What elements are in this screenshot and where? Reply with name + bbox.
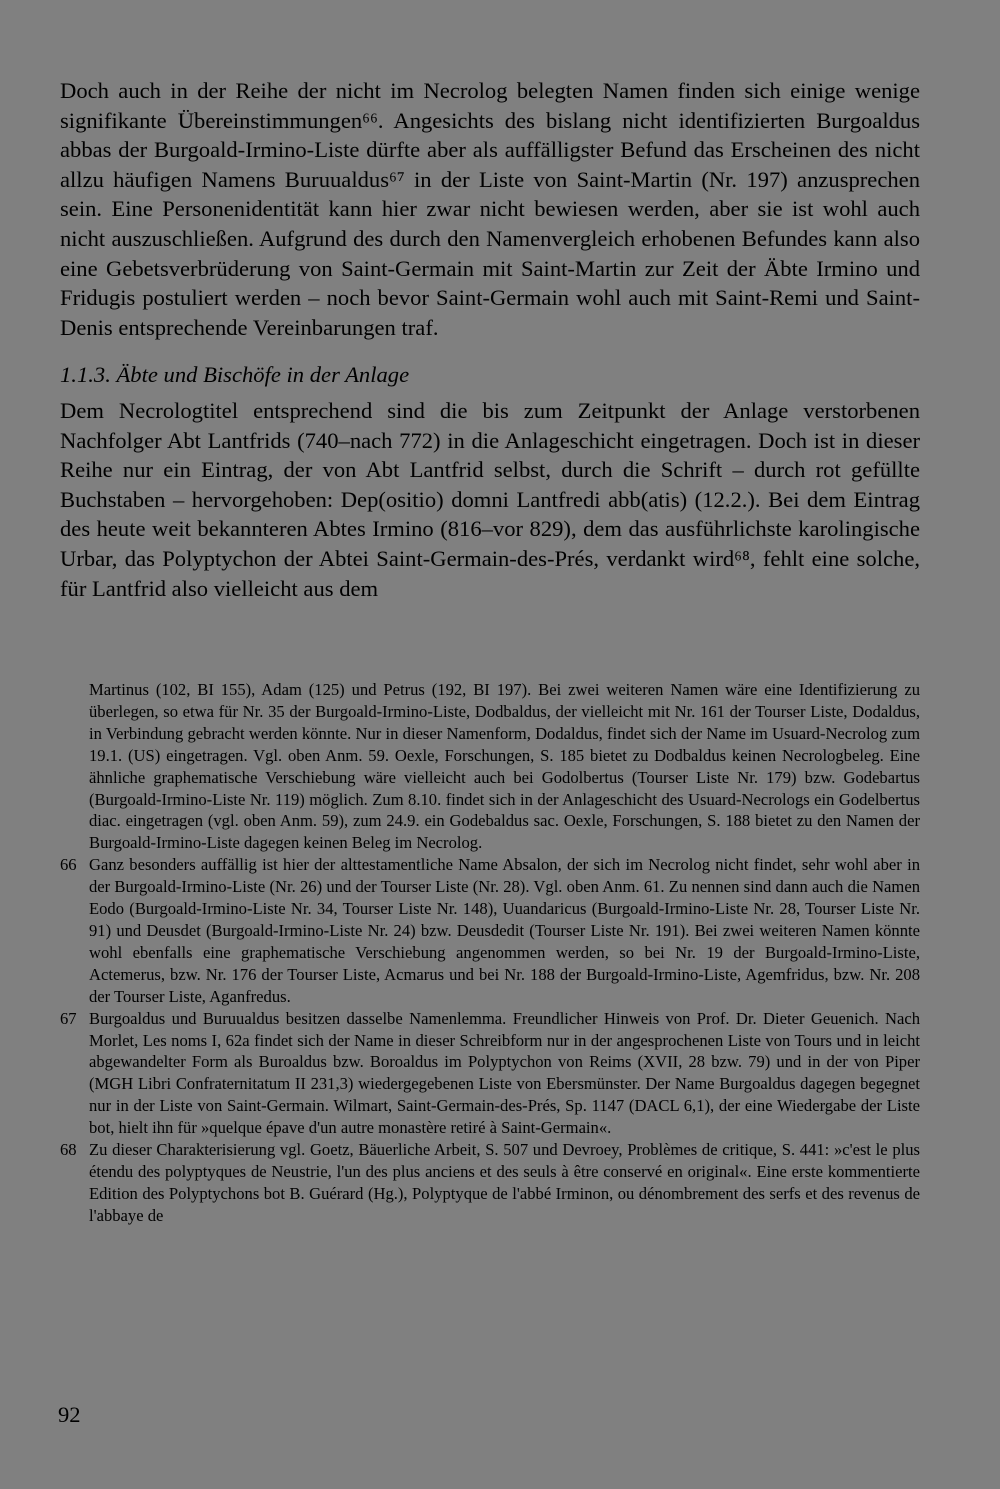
footnote-text: Ganz besonders auffällig ist hier der alttestamentliche Name Absalon, der sich im Necrolog nicht findet, sehr wohl aber in der Burgoald-Irmino-Liste (Nr. 26) und der Tourser Liste (Nr. 28). Vgl. oben Anm. 61. Zu nennen sind dann auch die Namen Eodo (Burgoald-Irmino-Liste Nr. 34, Tourser Liste Nr. 148), Uuandaricus (Burgoald-Irmino-Liste Nr. 28, Tourser Liste Nr. 91) und Deusdet (Burgoald-Irmino-Liste Nr. 24) bzw. Deusdedit (Tourser Liste Nr. 191). Bei zwei weiteren Namen könnte wohl ebenfalls eine graphematische Verschiebung angenommen werden, so bei Nr. 19 der Burgoald-Irmino-Liste, Actemerus, bzw. Nr. 176 der Tourser Liste, Acmarus und bei Nr. 188 der Burgoald-Irmino-Liste, Agemfridus, bzw. Nr. 208 der Tourser Liste, Aganfredus. <box>89 855 920 1006</box>
page-number: 92 <box>58 1402 81 1427</box>
main-text <box>60 76 920 603</box>
footnote-text: Burgoaldus und Buruualdus besitzen dasselbe Namenlemma. Freundlicher Hinweis von Prof. Dr. Dieter Geuenich. Nach Morlet, Les noms I, 62a findet sich der Name in dieser Schreibform nur in der angesprochenen Liste von Tours und in leicht abgewandelter Form als Buroaldus bzw. Boroaldus im Polyptychon von Reims (XVII, 28 bzw. 79) und in der von Piper (MGH Libri Confraternitatum II 231,3) wiedergegebenen Liste von Ebersmünster. Der Name Burgoaldus dagegen begegnet nur in der Liste von Saint-Germain. Wilmart, Saint-Germain-des-Prés, Sp. 1147 (DACL 6,1), der eine Wiedergabe der Liste bot, hielt ihn für »quelque épave d'un autre monastère retiré à Saint-Germain«. <box>89 1008 920 1138</box>
footnote-67 <box>60 1008 920 1139</box>
footnote-text: Zu dieser Charakterisierung vgl. Goetz, Bäuerliche Arbeit, S. 507 und Devroey, Problèmes de critique, S. 441: »c'est le plus étendu des polyptyques de Neustrie, l'un des plus anciens et des seuls à être conservé en original«. Eine erste kommentierte Edition des Polyptychons bot B. Guérard (Hg.), Polyptyque de l'abbé Irminon, ou dénombrement des serfs et des revenus de l'abbaye de <box>89 1140 920 1225</box>
footnote-number: 68 <box>60 1140 77 1160</box>
footnotes <box>60 679 920 1227</box>
body-text <box>60 76 920 603</box>
footnote-number: 67 <box>60 1008 77 1028</box>
footnote-continuation-text: Martinus (102, BI 155), Adam (125) und Petrus (192, BI 197). Bei zwei weiteren Namen wäre eine Identifizierung zu überlegen, so etwa für Nr. 35 der Burgoald-Irmino-Liste, Dodbaldus, der vielleicht mit Nr. 161 der Tourser Liste, Dodaldus, in Verbindung gebracht werden könnte. Nur in dieser Namenform, Dodaldus, findet sich der Name im Usuard-Necrolog zum 19.1. (US) eingetragen. Vgl. oben Anm. 59. Oexle, Forschungen, S. 185 bietet zu Dodbaldus keinen Necrologbeleg. Eine ähnliche graphematische Verschiebung wäre vielleicht auch bei Godolbertus (Tourser Liste Nr. 179) bzw. Godebartus (Burgoald-Irmino-Liste Nr. 119) möglich. Zum 8.10. findet sich in der Anlageschicht des Usuard-Necrologs ein Godelbertus diac. eingetragen (vgl. oben Anm. 59), zum 24.9. ein Godebaldus sac. Oexle, Forschungen, S. 188 bietet zu den Namen der Burgoald-Irmino-Liste dagegen keinen Beleg im Necrolog. <box>89 680 920 853</box>
footnote-68 <box>60 1139 920 1227</box>
footnote-continuation <box>60 679 920 854</box>
paragraph-1: Doch auch in der Reihe der nicht im Necrolog belegten Namen finden sich einige wenige signifikante Übereinstimmungen⁶⁶. Angesichts des bislang nicht identifizierten Burgoaldus abbas der Burgoald-Irmino-Liste dürfte aber als auffälligster Befund das Erscheinen des nicht allzu häufigen Namens Buruualdus⁶⁷ in der Liste von Saint-Martin (Nr. 197) anzusprechen sein. Eine Personenidentität kann hier zwar nicht bewiesen werden, aber sie ist wohl auch nicht auszuschließen. Aufgrund des durch den Namenvergleich erhobenen Befundes kann also eine Gebetsverbrüderung von Saint-Germain mit Saint-Martin zur Zeit der Äbte Irmino und Fridugis postuliert werden – noch bevor Saint-Germain wohl auch mit Saint-Remi und Saint-Denis entsprechende Vereinbarungen traf. <box>60 78 920 340</box>
section-heading: 1.1.3. Äbte und Bischöfe in der Anlage <box>60 362 410 388</box>
footnote-number: 66 <box>60 855 77 875</box>
paragraph-2: Dem Necrologtitel entsprechend sind die bis zum Zeitpunkt der Anlage verstorbenen Nachfolger Abt Lantfrids (740–nach 772) in die Anlageschicht eingetragen. Doch ist in dieser Reihe nur ein Eintrag, der von Abt Lantfrid selbst, durch die Schrift – durch rot gefüllte Buchstaben – hervorgehoben: Dep(ositio) domni Lantfredi abb(atis) (12.2.). Bei dem Eintrag des heute weit bekannteren Abtes Irmino (816–vor 829), dem das ausführlichste karolingische Urbar, das Polyptychon der Abtei Saint-Germain-des-Prés, verdankt wird⁶⁸, fehlt eine solche, für Lantfrid also vielleicht aus dem <box>60 397 920 601</box>
footnote-66 <box>60 854 920 1007</box>
